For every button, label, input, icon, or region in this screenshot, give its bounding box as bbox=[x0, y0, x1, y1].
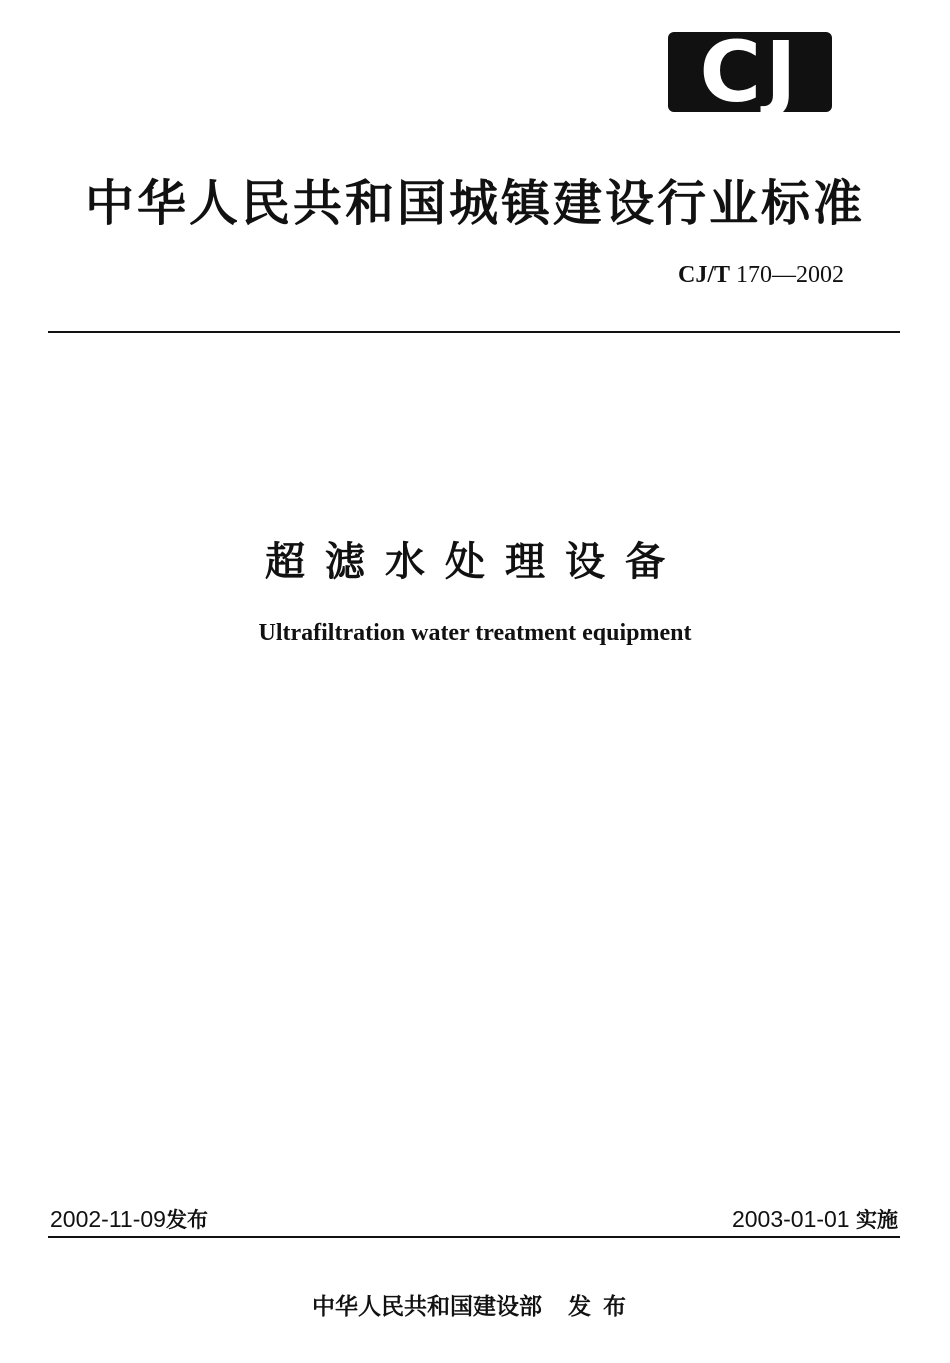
bottom-divider bbox=[48, 1236, 900, 1238]
issue-date bbox=[50, 1204, 208, 1234]
cj-logo: CJ bbox=[668, 32, 832, 112]
implementation-date bbox=[732, 1204, 898, 1234]
standard-code bbox=[678, 262, 844, 289]
implementation-date-label: 实施 bbox=[856, 1208, 898, 1232]
org-title: 中华人民共和国城镇建设行业标准 bbox=[84, 175, 865, 232]
publisher bbox=[0, 1288, 950, 1321]
standard-code-number: 170—2002 bbox=[736, 262, 844, 288]
issue-date-label: 发布 bbox=[165, 1208, 208, 1232]
top-divider bbox=[48, 331, 900, 333]
standard-code-prefix: CJ/T bbox=[677, 262, 730, 288]
document-title-cn: 超滤水处理设备 bbox=[265, 539, 685, 585]
implementation-date-value: 2003-01-01 bbox=[731, 1206, 850, 1232]
publisher-action: 发布 bbox=[568, 1294, 638, 1320]
publisher-name: 中华人民共和国建设部 bbox=[312, 1294, 542, 1320]
issue-date-value: 2002-11-09 bbox=[50, 1206, 166, 1232]
document-title-en: Ultrafiltration water treatment equipment bbox=[258, 620, 692, 646]
